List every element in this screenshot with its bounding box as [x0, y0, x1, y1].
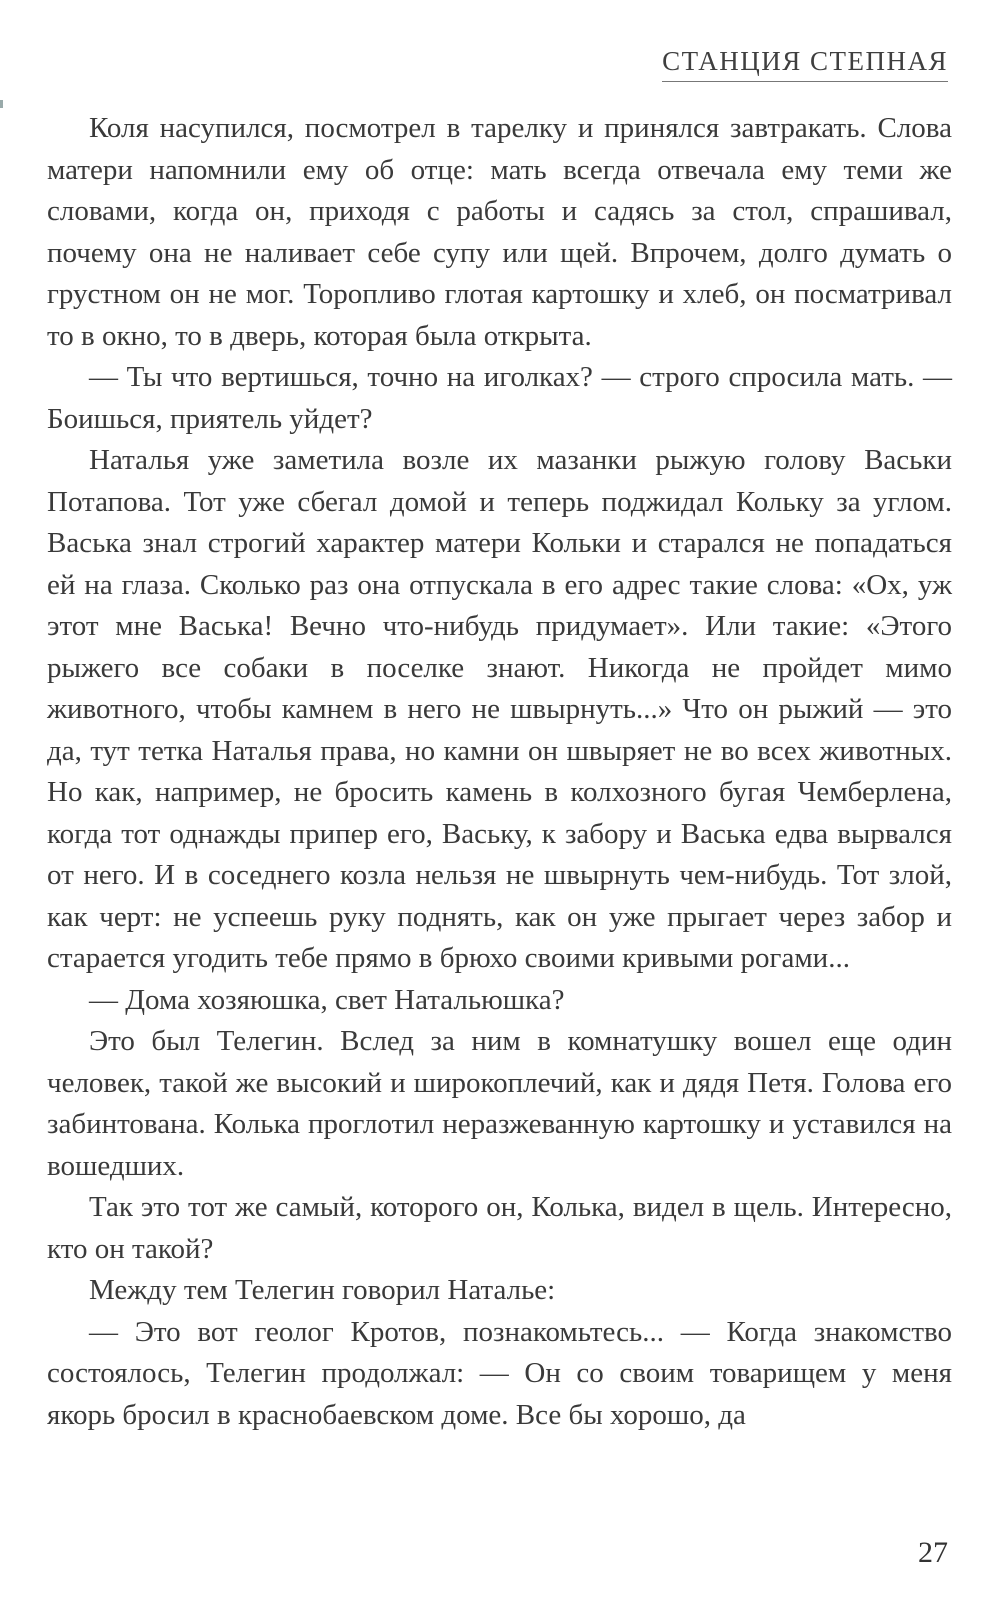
paragraph-3: Наталья уже заметила возле их мазанки рыжую голову Васьки Потапова. Тот уже сбегал домой и теперь поджидал Кольку за углом. Васька знал строгий характер матери Кольки и старался не попадаться ей на глаза. Сколько раз она отпускала в его адрес такие слова: «Ох, уж этот мне Васька! Вечно что-нибудь придумает». Или такие: «Этого рыжего все собаки в поселке знают. Никогда не пройдет мимо животного, чтобы камнем в него не швырнуть...» Что он рыжий — это да, тут тетка Наталья права, но камни он швыряет не во всех животных. Но как, например, не бросить камень в колхозного бугая Чемберлена, когда тот однажды припер его, Ваську, к забору и Васька едва вырвался от него. И в соседнего козла нельзя не швырнуть чем-нибудь. Тот злой, как черт: не успеешь руку поднять, как он уже прыгает через забор и старается угодить тебе прямо в брюхо своими кривыми рогами... — [47, 444, 952, 974]
page-edge-mark — [0, 100, 3, 108]
paragraph-1: Коля насупился, посмотрел в тарелку и принялся завтракать. Слова матери напомнили ему об отце: мать всегда отвечала ему теми же словами, когда он, приходя с работы и садясь за стол, спрашивал, почему она не наливает себе супу или щей. Впрочем, долго думать о грустном он не мог. Торопливо глотая картошку и хлеб, он посматривал то в окно, то в дверь, которая была открыта. — [47, 112, 952, 352]
paragraph-5: Это был Телегин. Вслед за ним в комнатушку вошел еще один человек, такой же высокий и широкоплечий, как и дядя Петя. Голова его забинтована. Колька проглотил неразжеванную картошку и уставился на вошедших. — [47, 1025, 952, 1182]
paragraph-6: Так это тот же самый, которого он, Колька, видел в щель. Интересно, кто он такой? — [47, 1191, 952, 1265]
paragraph-4: — Дома хозяюшка, свет Натальюшка? — [89, 983, 565, 1016]
paragraph-2: — Ты что вертишься, точно на иголках? — строго спросила мать. — Боишься, приятель уйдет? — [47, 361, 952, 435]
paragraph-7: Между тем Телегин говорил Наталье: — [89, 1274, 556, 1306]
paragraph-8: — Это вот геолог Кротов, познакомьтесь... — Когда знакомство состоялось, Телегин продолжал: — Он со своим товарищем у меня якорь бросил в краснобаевском доме. Все бы хорошо, да — [47, 1315, 952, 1431]
running-head: СТАНЦИЯ СТЕПНАЯ — [662, 46, 948, 82]
body-text — [47, 108, 952, 1436]
page-number: 27 — [918, 1536, 948, 1569]
